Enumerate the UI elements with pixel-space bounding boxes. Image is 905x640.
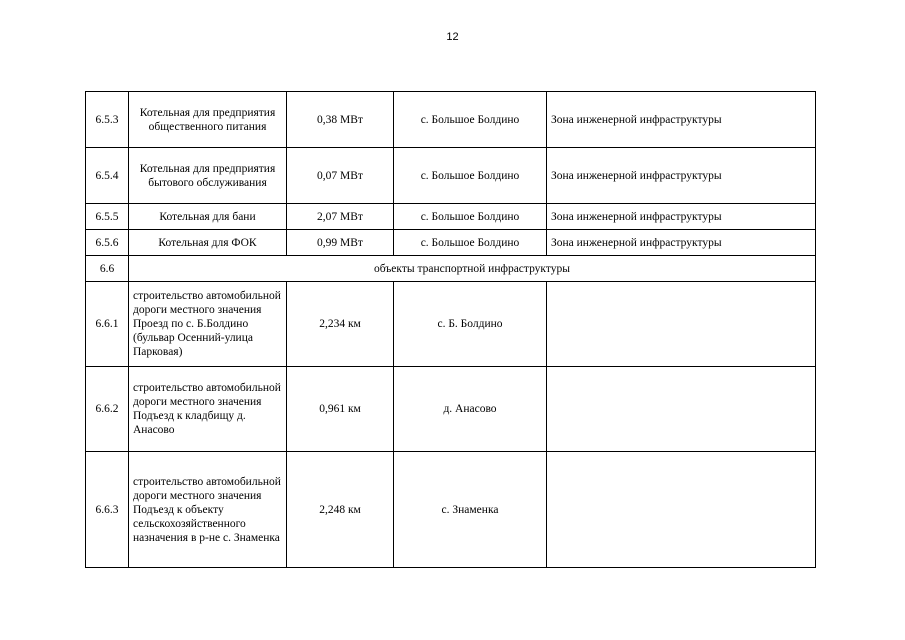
table-row	[86, 230, 816, 256]
location: с. Большое Болдино	[394, 148, 547, 204]
section-number: 6.6	[86, 256, 129, 282]
zone: Зона инженерной инфраструктуры	[547, 148, 816, 204]
location: с. Большое Болдино	[394, 230, 547, 256]
object-name: строительство автомобильной дороги местного значения Подъезд к объекту сельскохозяйственного назначения в р-не с. Знаменка	[129, 452, 287, 568]
row-number: 6.6.3	[86, 452, 129, 568]
row-number: 6.5.5	[86, 204, 129, 230]
length-value: 2,234 км	[287, 282, 394, 367]
zone: Зона инженерной инфраструктуры	[547, 230, 816, 256]
table-row	[86, 148, 816, 204]
table-row	[86, 367, 816, 452]
row-number: 6.5.6	[86, 230, 129, 256]
capacity-value: 2,07 МВт	[287, 204, 394, 230]
zone	[547, 367, 816, 452]
table-row	[86, 92, 816, 148]
zone	[547, 282, 816, 367]
object-name: Котельная для предприятия бытового обслуживания	[129, 148, 287, 204]
location: д. Анасово	[394, 367, 547, 452]
zone	[547, 452, 816, 568]
row-number: 6.6.2	[86, 367, 129, 452]
capacity-value: 0,99 МВт	[287, 230, 394, 256]
section-title: объекты транспортной инфраструктуры	[129, 256, 816, 282]
object-name: строительство автомобильной дороги местного значения Проезд по с. Б.Болдино (бульвар Осенний-улица Парковая)	[129, 282, 287, 367]
section-row	[86, 256, 816, 282]
table-row	[86, 452, 816, 568]
location: с. Знаменка	[394, 452, 547, 568]
row-number: 6.5.4	[86, 148, 129, 204]
location: с. Большое Болдино	[394, 92, 547, 148]
object-name: строительство автомобильной дороги местного значения Подъезд к кладбищу д. Анасово	[129, 367, 287, 452]
table-row	[86, 204, 816, 230]
page-number: 12	[446, 31, 459, 43]
capacity-value: 0,07 МВт	[287, 148, 394, 204]
object-name: Котельная для бани	[129, 204, 287, 230]
length-value: 0,961 км	[287, 367, 394, 452]
location: с. Б. Болдино	[394, 282, 547, 367]
infrastructure-table	[85, 91, 816, 568]
object-name: Котельная для предприятия общественного питания	[129, 92, 287, 148]
object-name: Котельная для ФОК	[129, 230, 287, 256]
length-value: 2,248 км	[287, 452, 394, 568]
capacity-value: 0,38 МВт	[287, 92, 394, 148]
zone: Зона инженерной инфраструктуры	[547, 92, 816, 148]
zone: Зона инженерной инфраструктуры	[547, 204, 816, 230]
table-row	[86, 282, 816, 367]
row-number: 6.5.3	[86, 92, 129, 148]
row-number: 6.6.1	[86, 282, 129, 367]
location: с. Большое Болдино	[394, 204, 547, 230]
